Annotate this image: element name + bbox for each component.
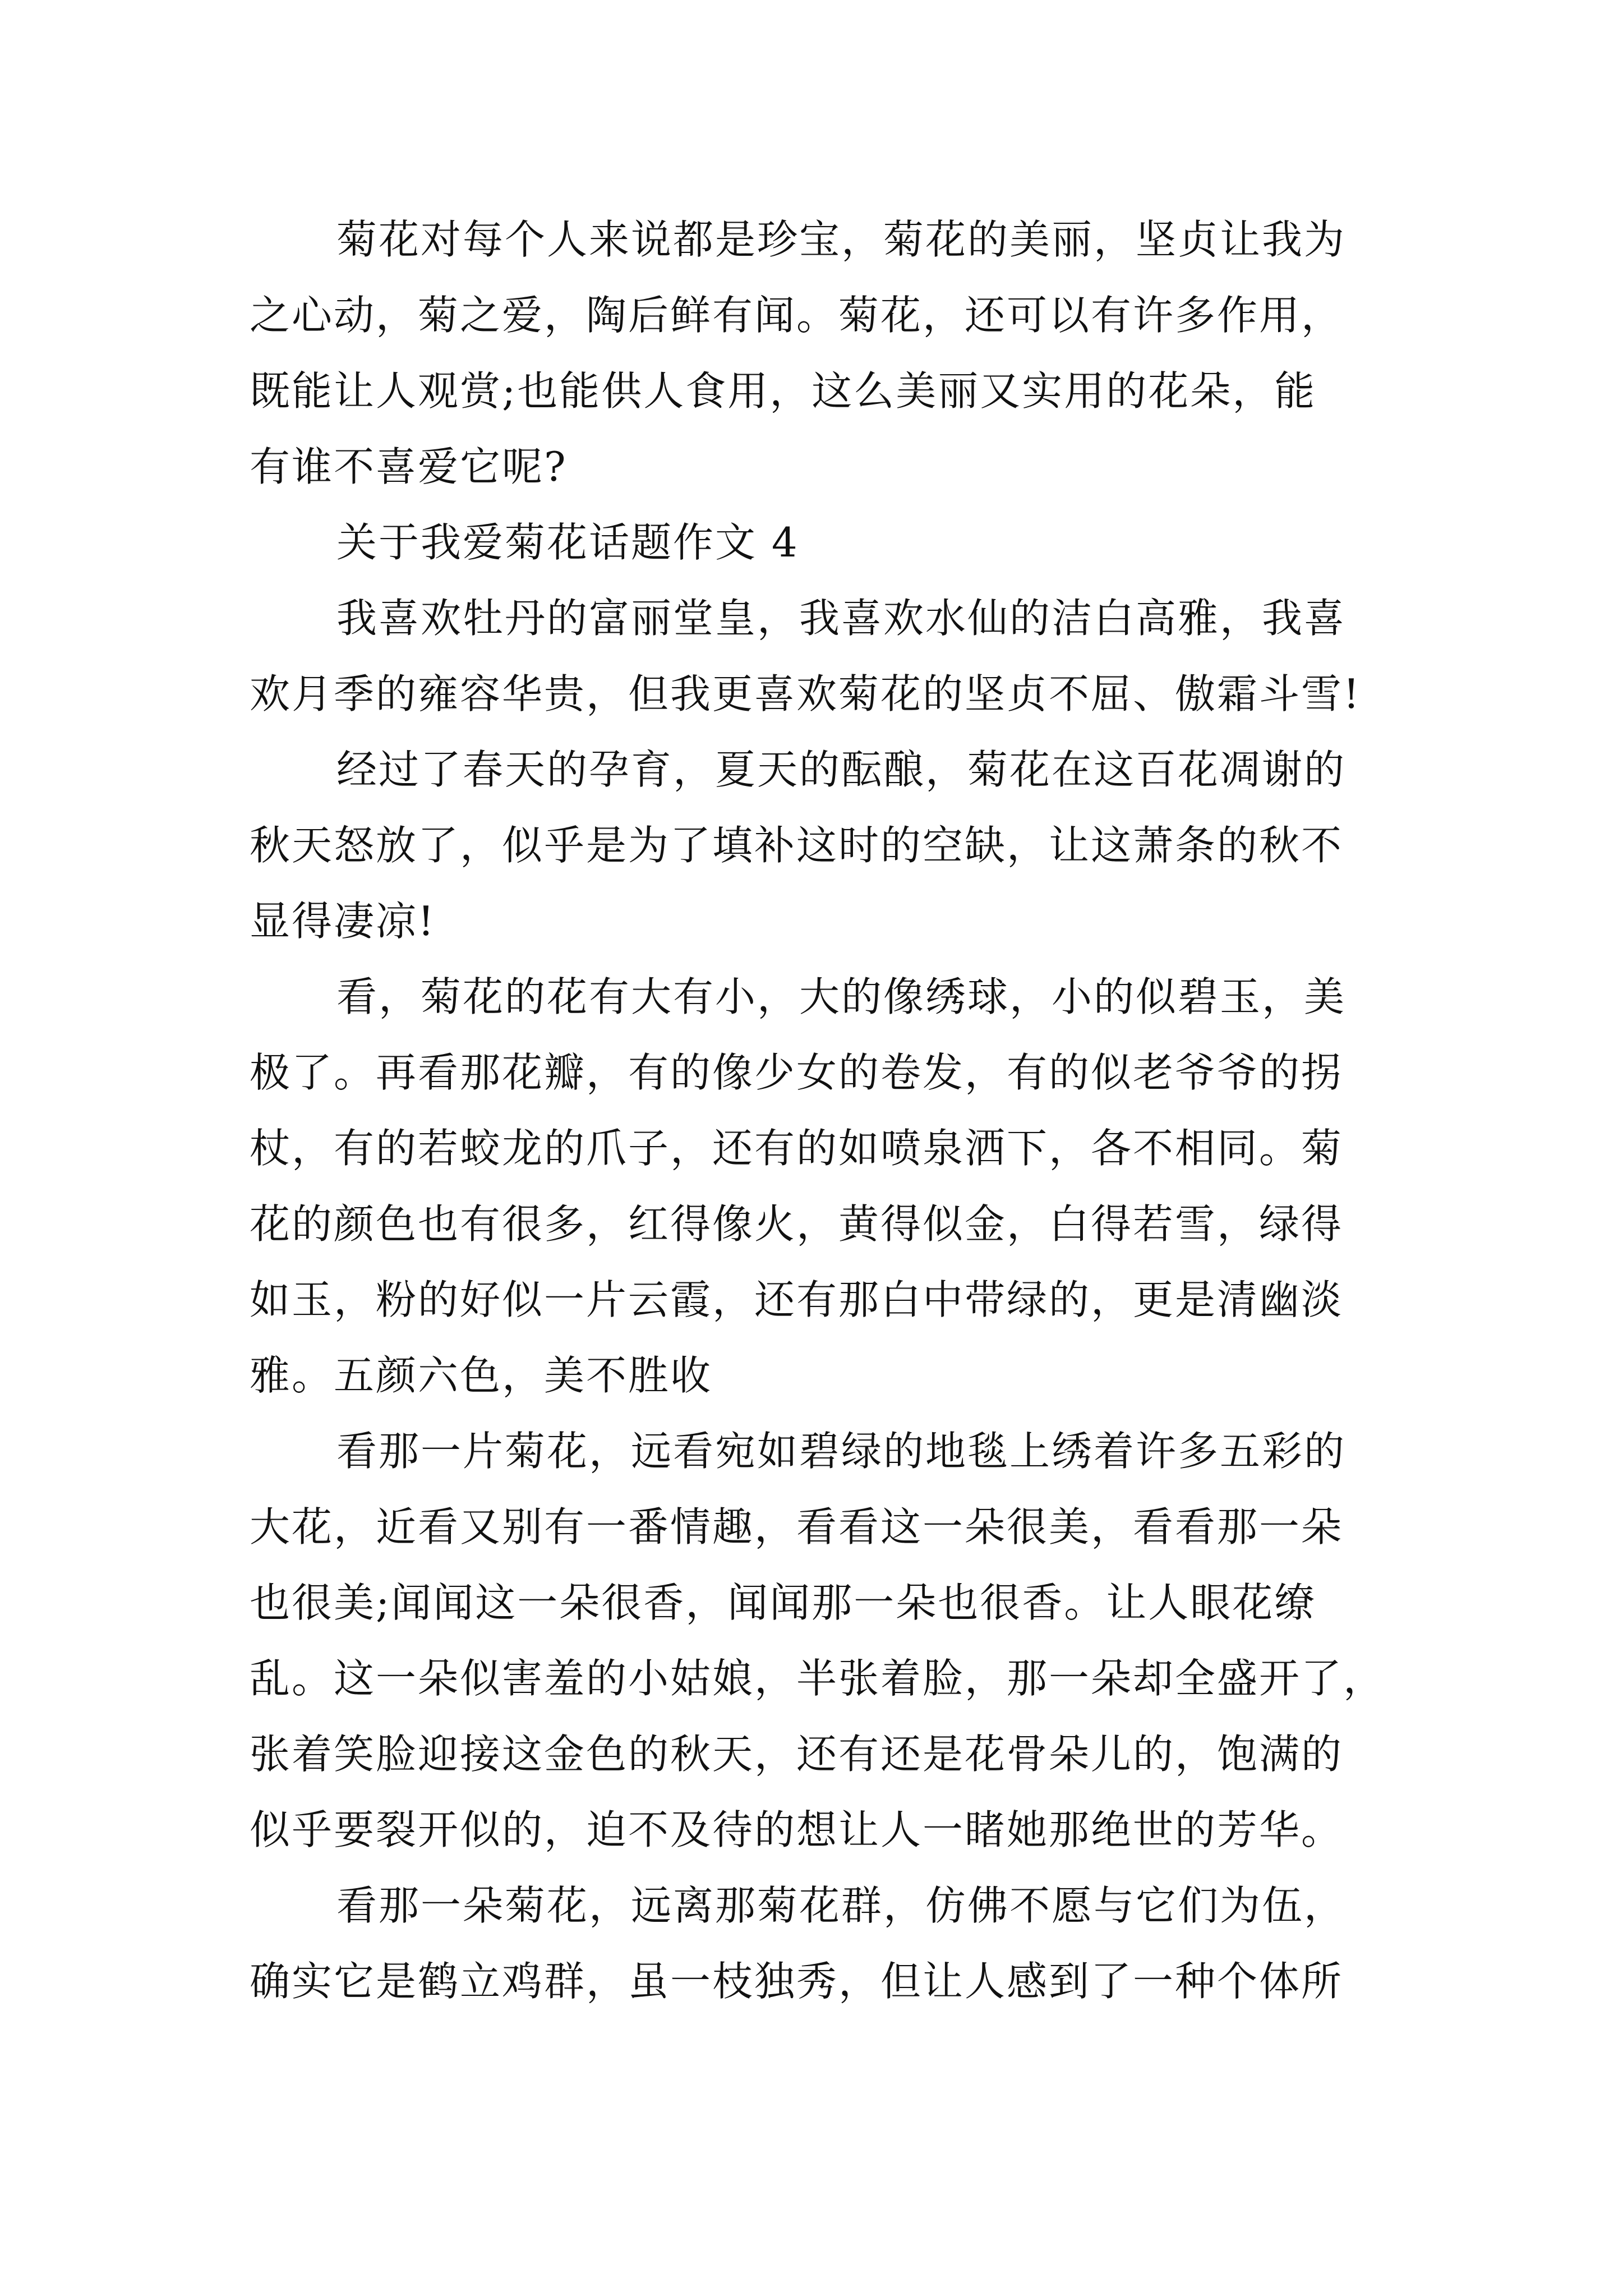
section-heading: 关于我爱菊花话题作文 4 — [336, 519, 799, 566]
text-line: 我喜欢牡丹的富丽堂皇，我喜欢水仙的洁白高雅，我喜 — [336, 595, 1347, 642]
text-line: 既能让人观赏;也能供人食用，这么美丽又实用的花朵，能 — [250, 367, 1317, 415]
text-line: 看那一片菊花，远看宛如碧绿的地毯上绣着许多五彩的 — [336, 1428, 1347, 1475]
text-line: 之心动，菊之爱，陶后鲜有闻。菊花，还可以有许多作用， — [250, 292, 1344, 339]
text-line: 极了。再看那花瓣，有的像少女的卷发，有的似老爷爷的拐 — [250, 1049, 1344, 1096]
text-line: 有谁不喜爱它呢? — [250, 443, 568, 490]
text-line: 看，菊花的花有大有小，大的像绣球，小的似碧玉，美 — [336, 973, 1347, 1020]
text-line: 花的颜色也有很多，红得像火，黄得似金，白得若雪，绿得 — [250, 1200, 1344, 1248]
text-line: 经过了春天的孕育，夏天的酝酿，菊花在这百花凋谢的 — [336, 746, 1347, 793]
text-line: 如玉，粉的好似一片云霞，还有那白中带绿的，更是清幽淡 — [250, 1276, 1344, 1323]
text-line: 也很美;闻闻这一朵很香，闻闻那一朵也很香。让人眼花缭 — [250, 1579, 1317, 1626]
text-line: 菊花对每个人来说都是珍宝，菊花的美丽，坚贞让我为 — [336, 216, 1347, 263]
text-line: 乱。这一朵似害羞的小姑娘，半张着脸，那一朵却全盛开了， — [250, 1655, 1386, 1702]
text-line: 雅。五颜六色，美不胜收 — [250, 1352, 713, 1399]
text-line: 似乎要裂开似的，迫不及待的想让人一睹她那绝世的芳华。 — [250, 1806, 1344, 1853]
text-line: 大花，近看又别有一番情趣，看看这一朵很美，看看那一朵 — [250, 1503, 1344, 1550]
text-line: 确实它是鹤立鸡群，虽一枝独秀，但让人感到了一种个体所 — [250, 1958, 1344, 2005]
text-line: 秋天怒放了，似乎是为了填补这时的空缺，让这萧条的秋不 — [250, 822, 1344, 869]
document-body — [250, 202, 1386, 2019]
text-line: 杖，有的若蛟龙的爪子，还有的如喷泉洒下，各不相同。菊 — [250, 1125, 1344, 1172]
text-line: 张着笑脸迎接这金色的秋天，还有还是花骨朵儿的，饱满的 — [250, 1731, 1344, 1778]
text-line: 欢月季的雍容华贵，但我更喜欢菊花的坚贞不屈、傲霜斗雪! — [250, 670, 1361, 717]
text-line: 看那一朵菊花，远离那菊花群，仿佛不愿与它们为伍， — [336, 1882, 1347, 1929]
text-line: 显得凄凉! — [250, 898, 436, 945]
